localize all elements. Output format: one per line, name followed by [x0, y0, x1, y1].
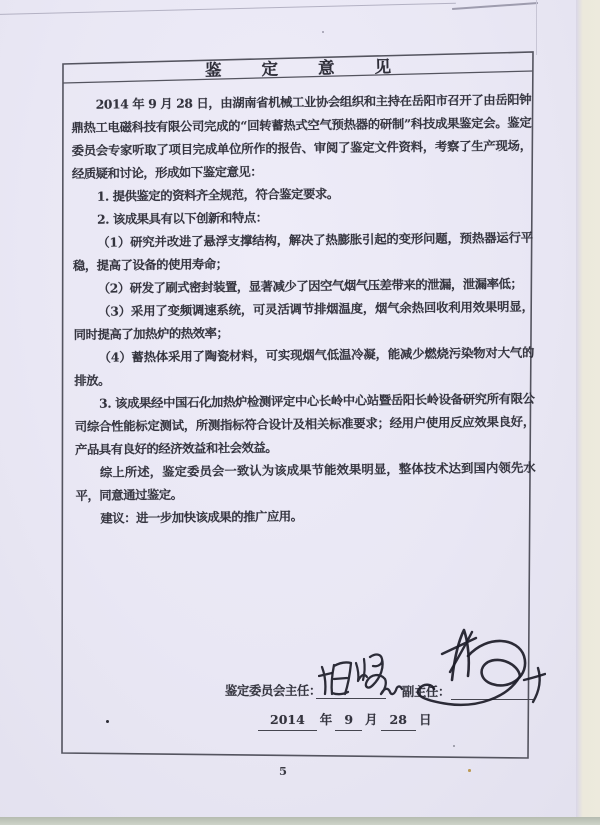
- date-month-unit: 月: [365, 712, 378, 727]
- document-body: [71, 88, 536, 530]
- vice-chair-signature-label: 副主任：: [402, 684, 450, 699]
- date-day-unit: 日: [418, 712, 432, 727]
- scan-speck: [468, 769, 471, 772]
- date-year: 2014: [258, 712, 317, 731]
- chair-handwritten-signature: [318, 649, 404, 705]
- document-title: 鉴定意见: [204, 56, 432, 80]
- paragraph-feature-4: （4）蓄热体采用了陶瓷材料，可实现烟气低温冷凝，能减少燃烧污染物对大气的排放。: [74, 344, 535, 388]
- page-number: 5: [279, 764, 288, 778]
- paragraph-item-1: 1. 提供鉴定的资料齐全规范，符合鉴定要求。: [96, 185, 339, 204]
- date-year-unit: 年: [319, 712, 333, 727]
- paragraph-feature-3: （3）采用了变频调速系统，可灵活调节排烟温度，烟气余热回收利用效果明显，同时提高了加热炉的热效率；: [73, 298, 534, 342]
- ink-speck: [106, 720, 109, 723]
- paragraph-suggestion: 建议：进一步加快该成果的推广应用。: [100, 508, 303, 526]
- date-day: 28: [381, 712, 416, 731]
- scan-speck: [322, 31, 324, 33]
- paragraph-conclusion: 综上所述，鉴定委员会一致认为该成果节能效果明显，整体技术达到国内领先水平，同意通过鉴定。: [75, 459, 536, 503]
- date-line: [258, 710, 434, 731]
- paragraph-intro: 2014 年 9 月 28 日，由湖南省机械工业协会组织和主持在岳阳市召开了由岳阳钟鼎热工电磁科技有限公司完成的“回转蓄热式空气预热器的研制”科技成果鉴定会。鉴定委员会专家听取了项目完成单位所作的报告、审阅了鉴定文件资料，考察了生产现场，经质疑和讨论，形成如下鉴定意见：: [71, 91, 532, 181]
- chair-signature-label: 鉴定委员会主任：: [225, 683, 321, 698]
- paragraph-feature-2: （2）研发了刷式密封装置，显著减少了因空气烟气压差带来的泄漏，泄漏率低；: [97, 275, 523, 296]
- paragraph-feature-1: （1）研究并改进了悬浮支撑结构，解决了热膨胀引起的变形问题，预热器运行平稳，提高了设备的使用寿命；: [72, 229, 533, 273]
- paragraph-item-3: 3. 该成果经中国石化加热炉检测评定中心长岭中心站暨岳阳长岭设备研究所有限公司综合性能标定测试，所测指标符合设计及相关标准要求；经用户使用反应效果良好，产品具有良好的经济效益和社会效益。: [74, 390, 535, 457]
- paragraph-item-2: 2. 该成果具有以下创新和特点：: [96, 209, 268, 227]
- vice-chair-handwritten-signature: [394, 626, 546, 714]
- date-month: 9: [335, 712, 362, 731]
- scan-speck: [453, 745, 455, 747]
